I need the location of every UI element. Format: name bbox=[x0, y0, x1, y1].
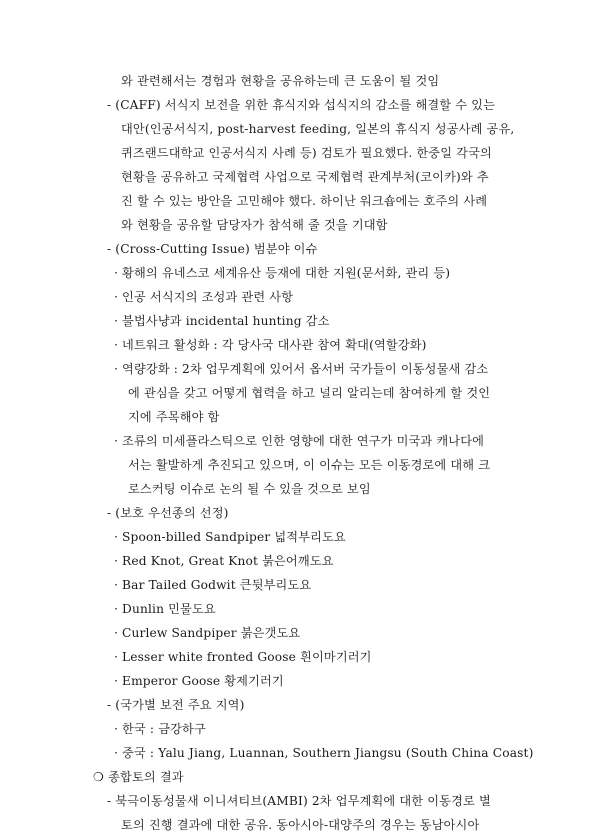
text-line: - 북극이동성물새 이니셔티브(AMBI) 2차 업무계획에 대한 이동경로 별 bbox=[107, 794, 491, 808]
text-line: · Red Knot, Great Knot 붉은어깨도요 bbox=[114, 554, 334, 568]
text-line: 퀴즈랜드대학교 인공서식지 사례 등) 검토가 필요했다. 한중일 각국의 bbox=[121, 146, 492, 160]
text-line: · Bar Tailed Godwit 큰뒷부리도요 bbox=[114, 578, 312, 592]
text-line: 와 관련해서는 경험과 현황을 공유하는데 큰 도움이 될 것임 bbox=[121, 74, 440, 88]
text-line: · 한국 : 금강하구 bbox=[114, 722, 206, 736]
text-line: · 역량강화 : 2차 업무계획에 있어서 옵서버 국가들이 이동성물새 감소 bbox=[114, 362, 489, 376]
text-line: · 불법사냥과 incidental hunting 감소 bbox=[114, 314, 330, 328]
text-line: - (보호 우선종의 선정) bbox=[107, 506, 229, 520]
text-line: - (국가별 보전 주요 지역) bbox=[107, 698, 245, 712]
text-line: ❍ 종합토의 결과 bbox=[93, 770, 184, 784]
text-line: · Emperor Goose 황제기러기 bbox=[114, 674, 284, 688]
text-line: 현황을 공유하고 국제협력 사업으로 국제협력 관계부처(코이카)와 추 bbox=[121, 170, 489, 184]
text-line: 토의 진행 결과에 대한 공유. 동아시아-대양주의 경우는 동남아시아 bbox=[121, 818, 480, 832]
text-line: 로스커팅 이슈로 논의 될 수 있을 것으로 보임 bbox=[128, 482, 371, 496]
text-line: · Curlew Sandpiper 붉은갯도요 bbox=[114, 626, 301, 640]
text-line: · 인공 서식지의 조성과 관련 사항 bbox=[114, 290, 294, 304]
text-line: 대안(인공서식지, post-harvest feeding, 일본의 휴식지 성공사례 공유, bbox=[121, 122, 515, 136]
text-line: · 네트워크 활성화 : 각 당사국 대사관 참여 확대(역할강화) bbox=[114, 338, 427, 352]
text-line: 서는 활발하게 추진되고 있으며, 이 이슈는 모든 이동경로에 대해 크 bbox=[128, 458, 491, 472]
text-line: · Spoon-billed Sandpiper 넓적부리도요 bbox=[114, 530, 346, 544]
text-line: 에 관심을 갖고 어떻게 협력을 하고 널리 알리는데 참여하게 할 것인 bbox=[128, 386, 491, 400]
text-line: · 조류의 미세플라스틱으로 인한 영향에 대한 연구가 미국과 캐나다에 bbox=[114, 434, 485, 448]
text-line: · 중국 : Yalu Jiang, Luannan, Southern Jiangsu (South China Coast) bbox=[114, 746, 534, 760]
text-line: 진 할 수 있는 방안을 고민해야 했다. 하이난 워크숍에는 호주의 사례 bbox=[121, 194, 488, 208]
text-line: - (Cross-Cutting Issue) 범분야 이슈 bbox=[107, 242, 318, 256]
text-line: 와 현황을 공유할 담당자가 참석해 줄 것을 기대함 bbox=[121, 218, 388, 232]
text-line: 지에 주목해야 함 bbox=[128, 410, 220, 424]
text-line: - (CAFF) 서식지 보전을 위한 휴식지와 섭식지의 감소를 해결할 수 있는 bbox=[107, 98, 496, 112]
text-line: · Lesser white fronted Goose 흰이마기러기 bbox=[114, 650, 372, 664]
text-line: · Dunlin 민물도요 bbox=[114, 602, 216, 616]
text-line: · 황해의 유네스코 세계유산 등재에 대한 지원(문서화, 관리 등) bbox=[114, 266, 451, 280]
